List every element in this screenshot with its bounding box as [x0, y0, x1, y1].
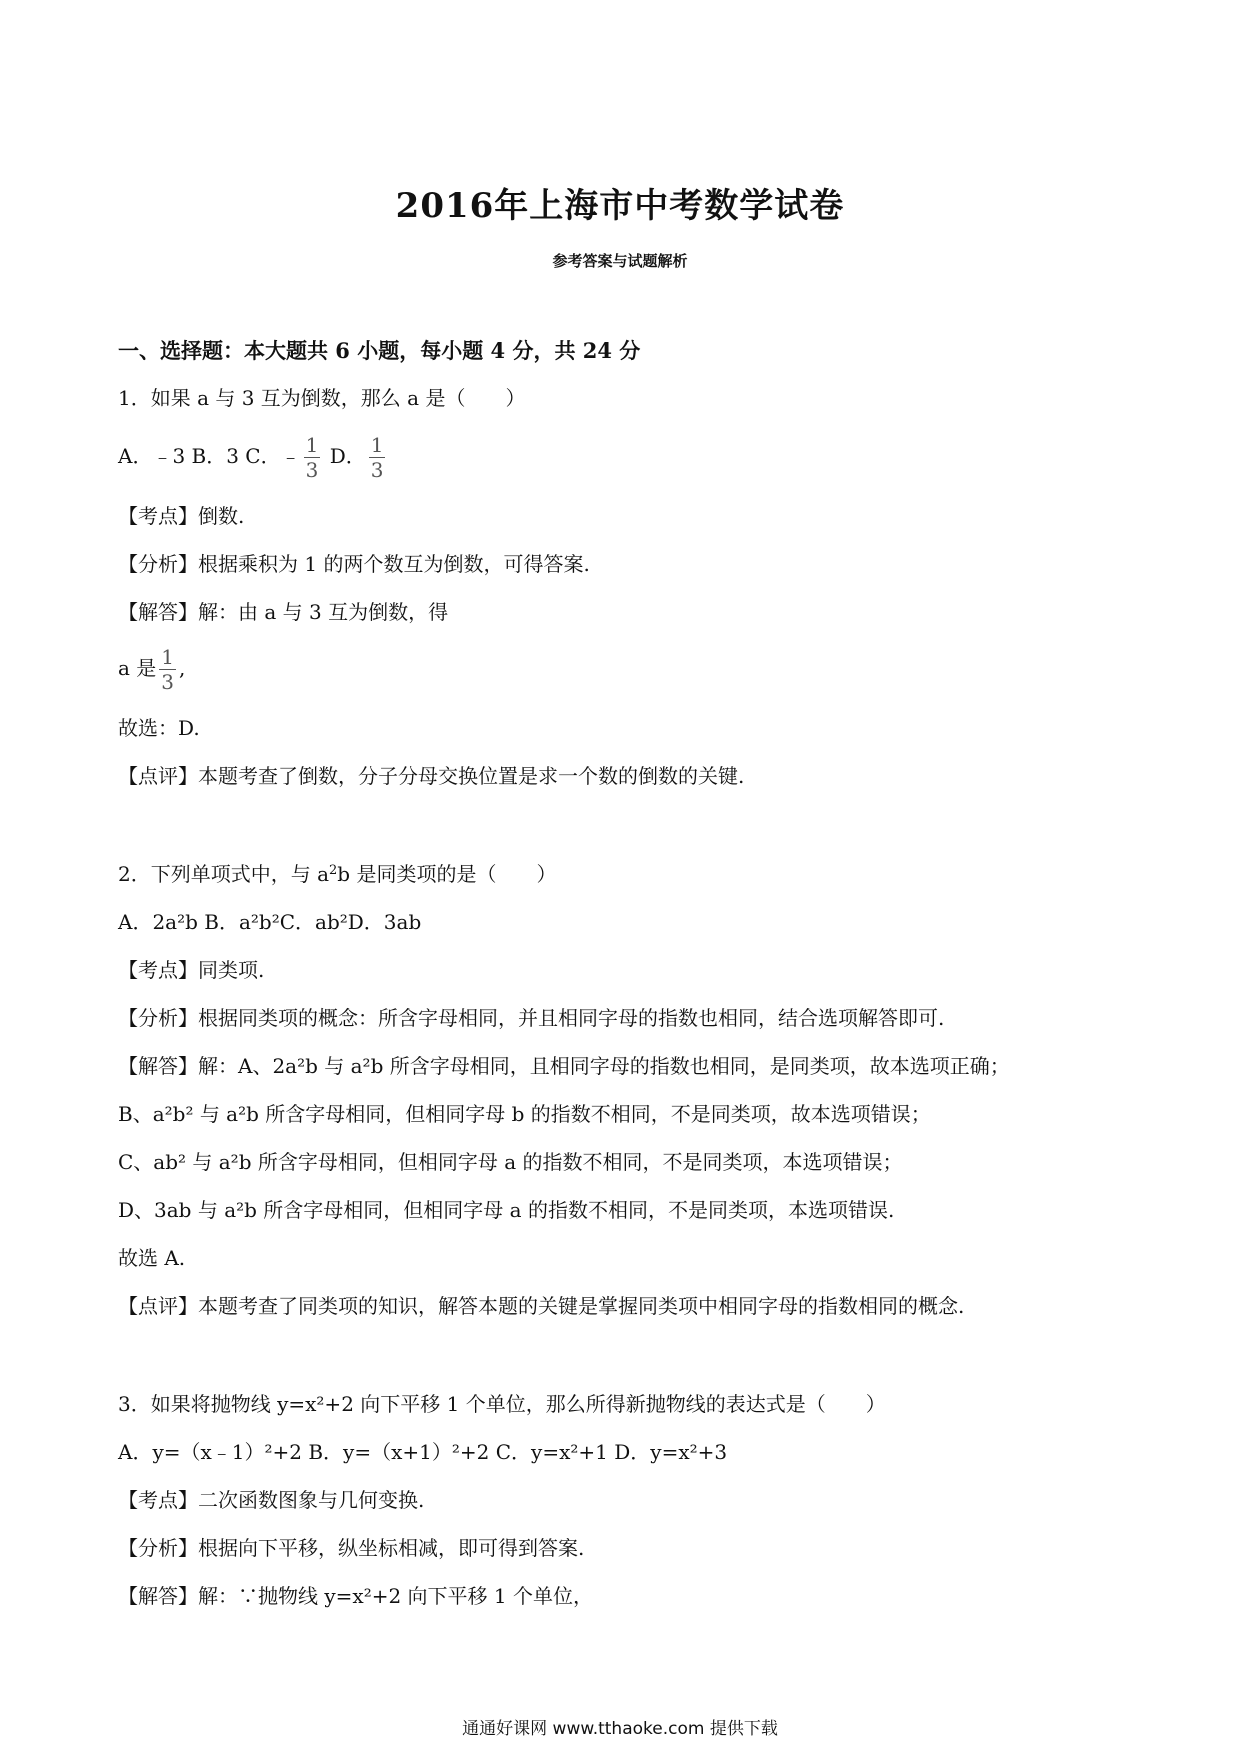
q2-options: A．2a²b B．a²b²C．ab²D．3ab [118, 910, 422, 934]
fraction: $\frac{1}{3}$ [161, 645, 175, 694]
q2-answer: 故选 A. [118, 1246, 186, 1270]
page-subtitle: 参考答案与试题解析 [552, 252, 688, 270]
q2-jieda-a: 【解答】解：A、2a²b 与 a²b 所含字母相同，且相同字母的指数也相同，是同类项，故本选项正确； [118, 1054, 1010, 1078]
q2-dianping: 【点评】本题考查了同类项的知识，解答本题的关键是掌握同类项中相同字母的指数相同的概念. [118, 1294, 965, 1318]
q1-option-d-label: D． [329, 444, 366, 468]
q1-stem: 1．如果 a 与 3 互为倒数，那么 a 是（ ） [118, 386, 526, 410]
q3-stem: 3．如果将抛物线 y=x²+2 向下平移 1 个单位，那么所得新抛物线的表达式是（ ） [118, 1392, 886, 1416]
q2-jieda-b: B、a²b² 与 a²b 所含字母相同，但相同字母 b 的指数不相同，不是同类项，故本选项错误； [118, 1102, 931, 1126]
fraction: $\frac{1}{3}$ [370, 433, 384, 482]
q1-kaodian: 【考点】倒数. [118, 504, 245, 528]
footer-source: 通通好课网 www.tthaoke.com 提供下载 [462, 1719, 778, 1739]
q1-answer: 故选：D. [118, 716, 200, 740]
q3-jieda: 【解答】解：∵抛物线 y=x²+2 向下平移 1 个单位， [118, 1584, 593, 1608]
q3-kaodian: 【考点】二次函数图象与几何变换. [118, 1488, 425, 1512]
fraction: $\frac{1}{3}$ [305, 433, 319, 482]
q2-jieda-d: D、3ab 与 a²b 所含字母相同，但相同字母 a 的指数不相同，不是同类项，本选项错误. [118, 1198, 895, 1222]
q3-fenxi: 【分析】根据向下平移，纵坐标相减，即可得到答案. [118, 1536, 585, 1560]
page-title: 2016年上海市中考数学试卷 [395, 186, 845, 226]
q3-options: A．y=（x﹣1）²+2 B．y=（x+1）²+2 C．y=x²+1 D．y=x²+3 [118, 1440, 728, 1464]
q1-dianping: 【点评】本题考查了倒数，分子分母交换位置是求一个数的倒数的关键. [118, 764, 745, 788]
q1-jieda: 【解答】解：由 a 与 3 互为倒数，得 [118, 600, 449, 624]
q2-fenxi: 【分析】根据同类项的概念：所含字母相同，并且相同字母的指数也相同，结合选项解答即可. [118, 1006, 945, 1030]
q2-kaodian: 【考点】同类项. [118, 958, 265, 982]
q2-stem: 2．下列单项式中，与 $a^2b$ 是同类项的是（ ） [118, 862, 557, 886]
q2-jieda-c: C、ab² 与 a²b 所含字母相同，但相同字母 a 的指数不相同，不是同类项，本选项错误； [118, 1150, 903, 1174]
section-heading: 一、选择题：本大题共 6 小题，每小题 4 分，共 24 分 [118, 338, 641, 363]
q1-result: a 是 $\frac{1}{3}$ , [118, 645, 186, 694]
q1-options [118, 426, 388, 486]
q1-fenxi: 【分析】根据乘积为 1 的两个数互为倒数，可得答案. [118, 552, 590, 576]
q1-options-text: A．﹣3 B．3 C．﹣ [118, 444, 301, 468]
